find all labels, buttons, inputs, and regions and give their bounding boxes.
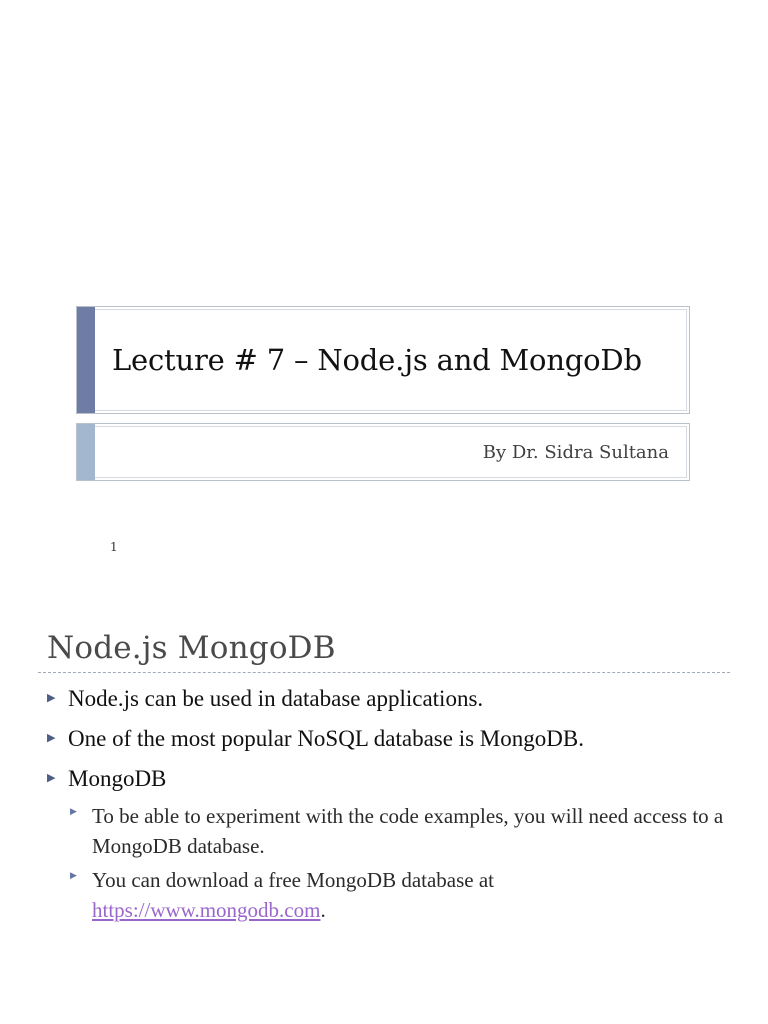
bullet-item [47,764,166,794]
sub-bullet-prefix: You can download a free MongoDB database at [92,868,495,892]
sub-bullet-arrow-icon: ▶ [70,871,77,881]
sub-bullet-item [70,865,732,925]
lecture-title: Lecture # 7 – Node.js and MongoDb [112,343,642,377]
sub-bullet-suffix: . [320,898,326,922]
subtitle-accent-bar [77,424,95,480]
sub-bullet-text [92,865,732,925]
author-subtitle: By Dr. Sidra Sultana [482,441,669,463]
mongodb-link[interactable]: https://www.mongodb.com [92,898,321,922]
bullet-item [47,724,584,754]
bullet-arrow-icon: ▶ [47,731,56,744]
subtitle-box [76,423,690,481]
bullet-text: MongoDB [68,766,167,791]
sub-bullet-item [70,801,732,861]
bullet-arrow-icon: ▶ [47,771,56,784]
bullet-text: Node.js can be used in database applications. [68,686,484,711]
slide-title: Node.js MongoDB [47,630,336,666]
slide-number: 1 [110,540,118,554]
title-box [76,306,690,414]
bullet-item [47,684,483,714]
title-divider [38,672,730,673]
title-accent-bar [77,307,95,413]
sub-bullet-arrow-icon: ▶ [70,807,77,817]
bullet-text: One of the most popular NoSQL database is MongoDB. [68,726,584,751]
sub-bullet-text: To be able to experiment with the code examples, you will need access to a MongoDB database. [92,804,724,858]
bullet-arrow-icon: ▶ [47,691,56,704]
